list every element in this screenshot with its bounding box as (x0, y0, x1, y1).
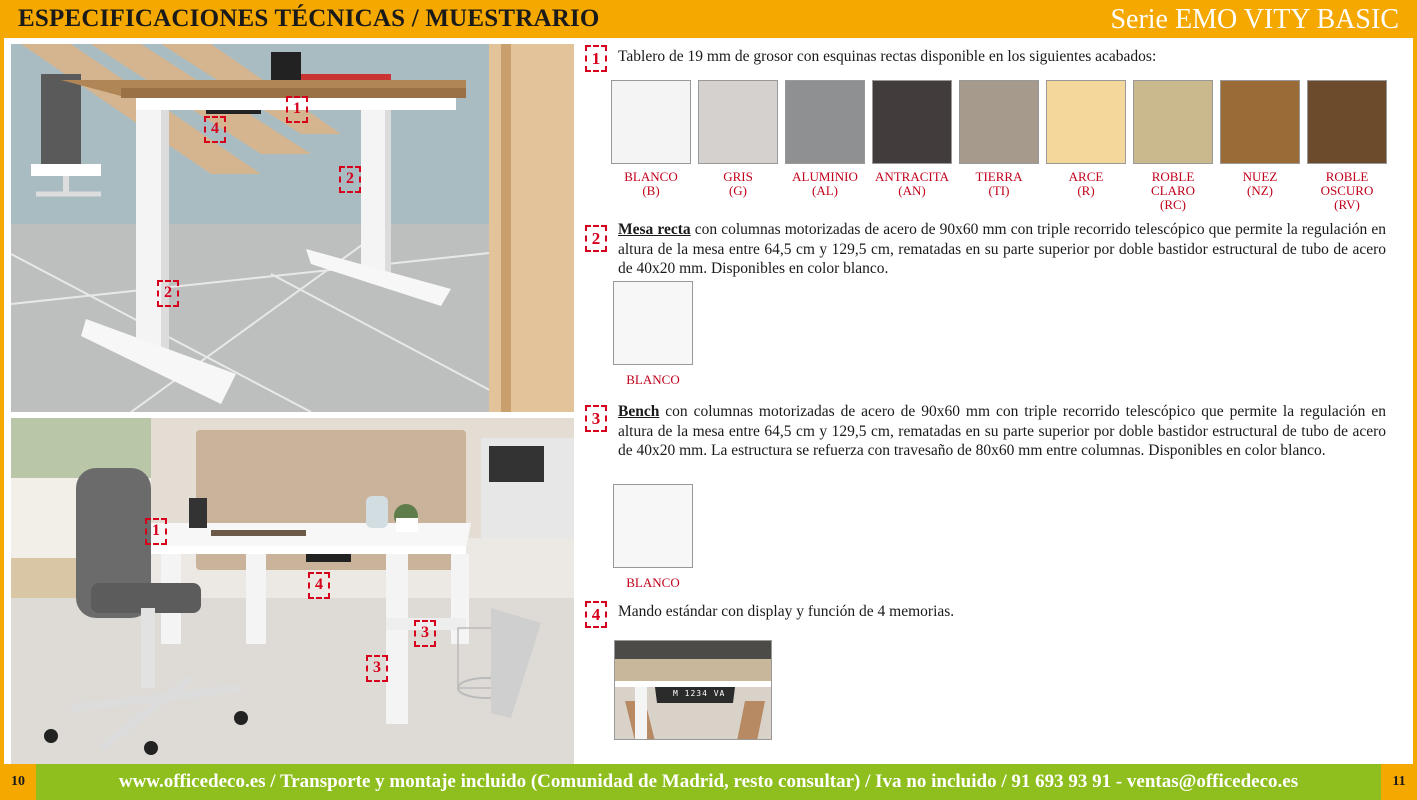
spec2-body: con columnas motorizadas de acero de 90x60 mm con triple recorrido telescópico que permite la regulación en altura de la mesa entre 64,5 cm y 129,5 cm, rematadas en su parte superior por doble bastidor estructural de tubo de acero de 40x20 mm. Disponibles en color blanco. (618, 221, 1386, 277)
swatch-tierra (959, 80, 1039, 198)
remote-control-photo (614, 640, 772, 740)
swatch-roble-oscuro (1307, 80, 1387, 212)
photo1-marker-2a: 2 (339, 166, 361, 193)
page-header (0, 0, 1417, 38)
photo1-marker-1: 1 (286, 96, 308, 123)
swatch-antracita (872, 80, 952, 198)
swatch-chip (611, 80, 691, 164)
spec1-text: Tablero de 19 mm de grosor con esquinas rectas disponible en los siguientes acabados: (618, 48, 1157, 65)
spec4-text: Mando estándar con display y función de 4 memorias. (618, 603, 955, 620)
footer-contact-text: www.officedeco.es / Transporte y montaje incluido (Comunidad de Madrid, resto consultar) / Iva no incluido / 91 693 93 91 - ventas@officedeco.es (118, 771, 1299, 792)
swatch-chip (959, 80, 1039, 164)
page-number-left: 10 (0, 764, 36, 800)
swatch-chip (785, 80, 865, 164)
swatch-label: BLANCO (B) (624, 169, 678, 198)
swatch-chip (613, 281, 693, 365)
photo2-marker-3b: 3 (366, 655, 388, 682)
spec2-number: 2 (585, 225, 607, 252)
swatch-label: ROBLE OSCURO (RV) (1320, 169, 1374, 212)
finish-swatches (611, 80, 1391, 215)
swatch-label: BLANCO (626, 372, 680, 387)
right-frame-bar (1413, 38, 1417, 764)
swatch-label: GRIS (G) (723, 169, 753, 198)
bench-photo (11, 418, 574, 764)
swatch-chip (1046, 80, 1126, 164)
bench-photo-illustration (11, 418, 574, 764)
swatch-label: ROBLE CLARO (RC) (1150, 169, 1196, 212)
left-frame-bar (0, 38, 4, 764)
spec3-title: Bench (618, 403, 660, 420)
spec3-number: 3 (585, 405, 607, 432)
spec2-finish-swatch (613, 281, 693, 388)
photo2-marker-1: 1 (145, 518, 167, 545)
swatch-arce (1046, 80, 1126, 198)
swatch-nuez (1220, 80, 1300, 198)
spec2-text (618, 220, 1386, 279)
photo2-marker-3a: 3 (414, 620, 436, 647)
swatch-label: TIERRA (TI) (975, 169, 1023, 198)
spec3-body: con columnas motorizadas de acero de 90x60 mm con triple recorrido telescópico que permite la regulación en altura de la mesa entre 64,5 cm y 129,5 cm, rematadas en su parte superior por doble bastidor estructural de tubo de acero de 40x20 mm. La estructura se refuerza con travesaño de 80x60 mm entre columnas. Disponibles en color blanco. (618, 403, 1386, 459)
spec3-text (618, 402, 1386, 461)
photo1-marker-4: 4 (204, 116, 226, 143)
remote-display-text: M 1234 VA (673, 689, 726, 698)
photo1-marker-2b: 2 (157, 280, 179, 307)
page-footer (0, 764, 1417, 800)
swatch-chip (1220, 80, 1300, 164)
swatch-chip (1133, 80, 1213, 164)
swatch-chip (613, 484, 693, 568)
series-title: Serie EMO VITY BASIC (1110, 4, 1399, 35)
photo2-marker-4: 4 (308, 572, 330, 599)
swatch-gris (698, 80, 778, 198)
spec4-number: 4 (585, 601, 607, 628)
swatch-label: BLANCO (626, 575, 680, 590)
spec2-title: Mesa recta (618, 221, 691, 238)
swatch-chip (872, 80, 952, 164)
page-title: ESPECIFICACIONES TÉCNICAS / MUESTRARIO (18, 5, 600, 32)
page-number-right: 11 (1381, 764, 1417, 800)
swatch-aluminio (785, 80, 865, 198)
swatch-label: NUEZ (NZ) (1242, 169, 1278, 198)
swatch-blanco (611, 80, 691, 198)
swatch-label: ARCE (R) (1068, 169, 1104, 198)
swatch-roble-claro (1133, 80, 1213, 212)
swatch-chip (1307, 80, 1387, 164)
spec3-finish-swatch (613, 484, 693, 591)
desk-photo (11, 44, 574, 412)
swatch-label: ANTRACITA (AN) (874, 169, 950, 198)
swatch-label: ALUMINIO (AL) (792, 169, 858, 198)
swatch-chip (698, 80, 778, 164)
spec1-number: 1 (585, 45, 607, 72)
